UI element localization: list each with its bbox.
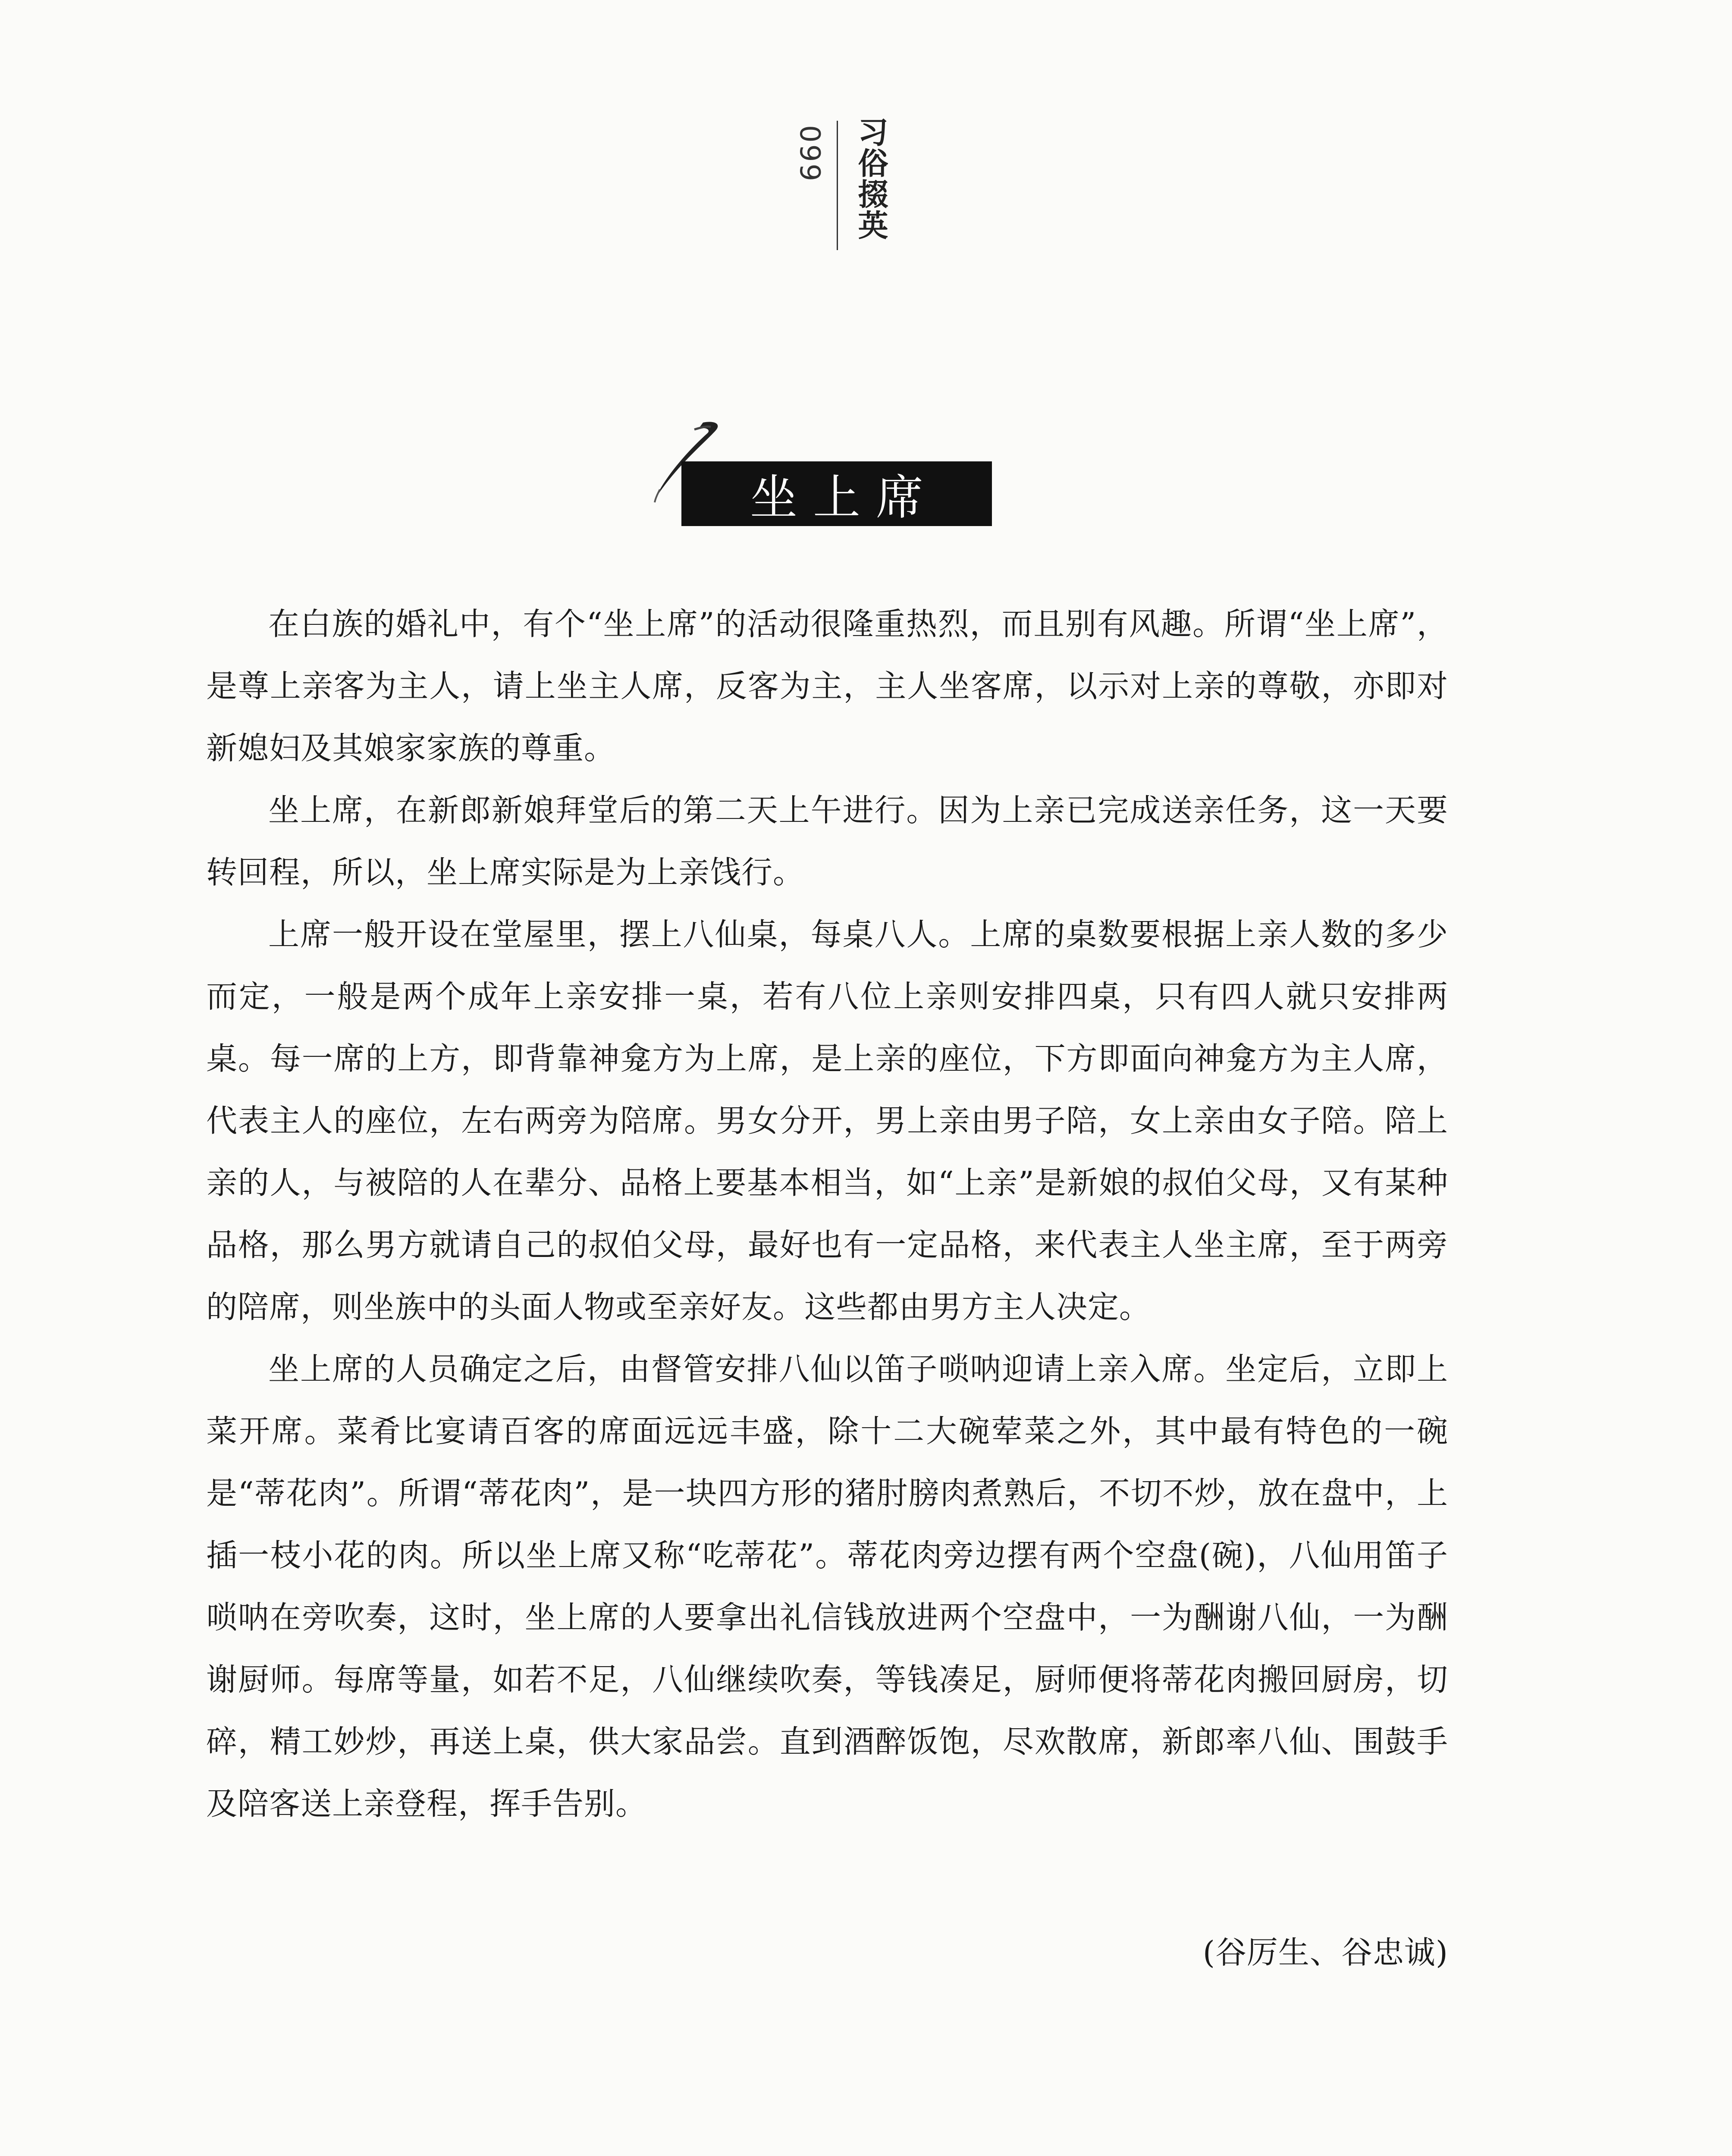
article-title-banner (638, 414, 992, 543)
paragraph-4: 坐上席的人员确定之后，由督管安排八仙以笛子唢呐迎请上亲入席。坐定后，立即上菜开席。菜肴比宴请百客的席面远远丰盛，除十二大碗荤菜之外，其中最有特色的一碗是“蒂花肉”。所谓“蒂花肉”，是一块四方形的猪肘膀肉煮熟后，不切不炒，放在盘中，上插一枝小花的肉。所以坐上席又称“吃蒂花”。蒂花肉旁边摆有两个空盘(碗)，八仙用笛子唢呐在旁吹奏，这时，坐上席的人要拿出礼信钱放进两个空盘中，一为酬谢八仙，一为酬谢厨师。每席等量，如若不足，八仙继续吹奏，等钱凑足，厨师便将蒂花肉搬回厨房，切碎，精工妙炒，再送上桌，供大家品尝。直到酒醉饭饱，尽欢散席，新郎率八仙、围鼓手及陪客送上亲登程，挥手告别。 (206, 1351, 1448, 1822)
author-credit: (谷厉生、谷忠诚) (1202, 1934, 1448, 1971)
running-header (794, 116, 893, 280)
paragraph-3: 上席一般开设在堂屋里，摆上八仙桌，每桌八人。上席的桌数要根据上亲人数的多少而定，一般是两个成年上亲安排一桌，若有八位上亲则安排四桌，只有四人就只安排两桌。每一席的上方，即背靠神龛方为上席，是上亲的座位，下方即面向神龛方为主人席，代表主人的座位，左右两旁为陪席。男女分开，男上亲由男子陪，女上亲由女子陪。陪上亲的人，与被陪的人在辈分、品格上要基本相当，如“上亲”是新娘的叔伯父母，又有某种品格，那么男方就请自己的叔伯父母，最好也有一定品格，来代表主人坐主席，至于两旁的陪席，则坐族中的头面人物或至亲好友。这些都由男方主人决定。 (206, 916, 1448, 1325)
paragraph-1: 在白族的婚礼中，有个“坐上席”的活动很隆重热烈，而且别有风趣。所谓“坐上席”，是尊上亲客为主人，请上坐主人席，反客为主，主人坐客席，以示对上亲的尊敬，亦即对新媳妇及其娘家家族的尊重。 (206, 606, 1448, 766)
title-box (681, 461, 992, 526)
article-title: 坐上席 (750, 470, 939, 525)
section-title: 习俗掇英 (853, 116, 888, 241)
page-number: 099 (794, 125, 825, 183)
article-body (206, 593, 1448, 1835)
paragraph-2: 坐上席，在新郎新娘拜堂后的第二天上午进行。因为上亲已完成送亲任务，这一天要转回程，所以，坐上席实际是为上亲饯行。 (206, 792, 1448, 890)
